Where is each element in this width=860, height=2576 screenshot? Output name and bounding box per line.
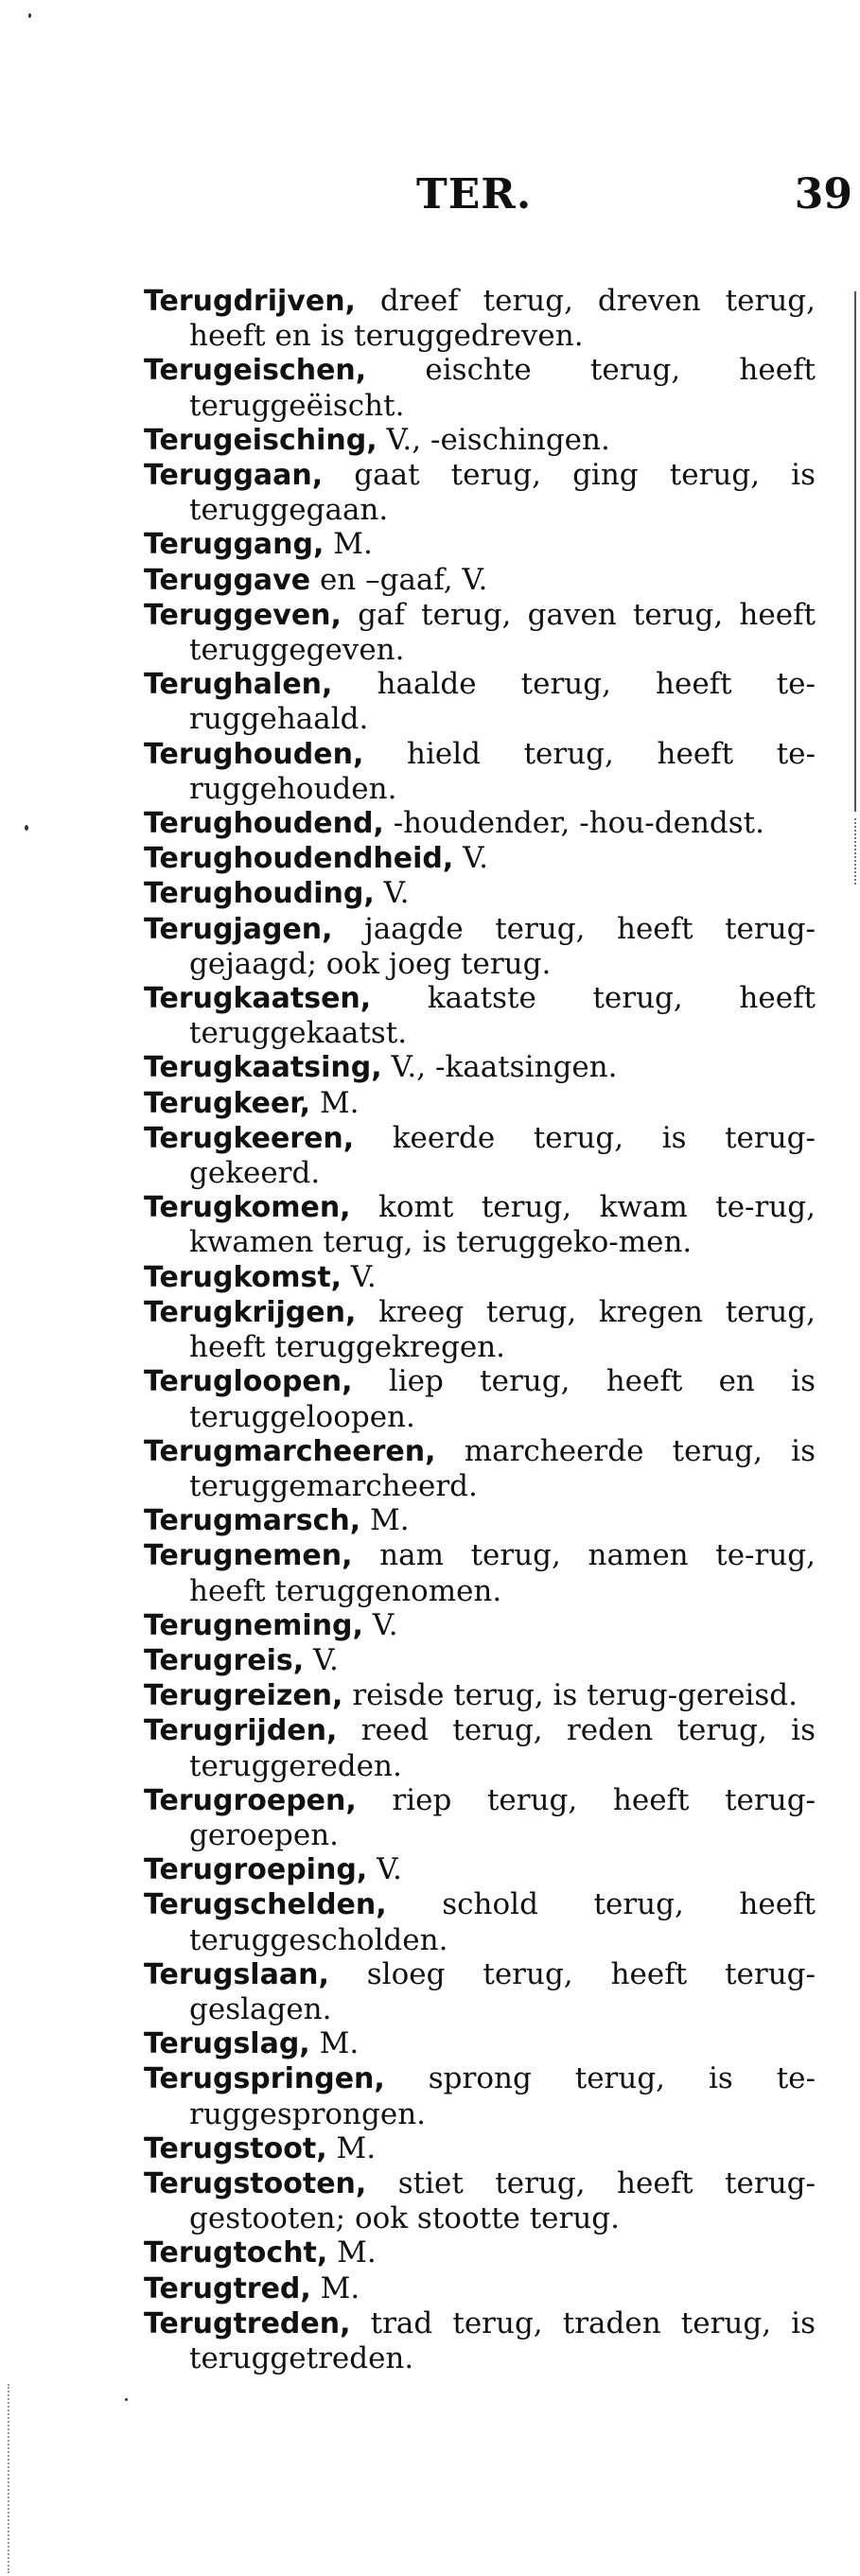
running-head: TER. — [416, 170, 533, 219]
dictionary-entry — [144, 1783, 816, 1852]
entry-text: M. — [336, 2130, 377, 2165]
dictionary-entry — [144, 1050, 816, 1085]
entry-headword: Terugtreden, — [144, 2306, 351, 2340]
entry-headword: Terugeischen, — [144, 354, 367, 388]
entry-text: jaagde terug, heeft terug-gejaagd; ook joeg terug. — [189, 911, 816, 981]
dictionary-entry — [144, 284, 816, 353]
dictionary-entry — [144, 1887, 816, 1956]
page-number: 39 — [794, 170, 852, 219]
entry-headword: Terugkeer, — [144, 1086, 311, 1120]
entry-headword: Terugstooten, — [144, 2166, 367, 2200]
entry-text: sprong terug, is te-ruggesprongen. — [189, 2061, 816, 2131]
dictionary-entry — [144, 912, 816, 981]
entry-headword: Terugdrijven, — [144, 285, 356, 318]
entry-headword: Terugneming, — [144, 1608, 363, 1642]
entry-headword: Teruggave — [144, 563, 311, 597]
entry-text: M. — [319, 2026, 360, 2061]
dictionary-entry — [144, 2235, 816, 2270]
entry-headword: Terughalen, — [144, 668, 333, 702]
dictionary-entry — [144, 667, 816, 736]
entry-text: reisde terug, is terug-gereisd. — [352, 1678, 798, 1713]
entry-text: gaat terug, ging terug, is teruggegaan. — [189, 458, 816, 528]
entry-text: gaf terug, gaven terug, heeft teruggegeven. — [189, 597, 816, 668]
margin-marks — [8, 2384, 15, 2573]
dictionary-entry — [144, 598, 816, 667]
dictionary-entry — [144, 2026, 816, 2061]
entry-text: V., -eischingen. — [386, 422, 610, 457]
entry-text: hield terug, heeft te-ruggehouden. — [189, 736, 816, 806]
entry-text: V. — [313, 1642, 339, 1677]
entry-headword: Terugreis, — [144, 1643, 305, 1677]
entry-headword: Terughouden, — [144, 737, 364, 771]
entry-headword: Terugroeping, — [144, 1853, 368, 1887]
entry-text: M. — [370, 1503, 410, 1538]
entry-headword: Teruggeven, — [144, 598, 342, 632]
entry-text: kreeg terug, kregen terug, heeft teruggekregen. — [189, 1294, 816, 1365]
entry-text: komt terug, kwam te-rug, kwamen terug, is teruggeko-men. — [189, 1190, 816, 1260]
entry-headword: Terugnemen, — [144, 1539, 353, 1573]
dictionary-entry — [144, 1678, 816, 1713]
entry-headword: Terugkomst, — [144, 1260, 342, 1294]
entry-headword: Terugjagen, — [144, 912, 333, 946]
entry-text: M. — [319, 1085, 360, 1120]
entry-text: trad terug, traden terug, is teruggetreden. — [189, 2305, 816, 2375]
scan-speck — [28, 13, 31, 18]
entry-text: schold terug, heeft teruggescholden. — [189, 1887, 816, 1957]
entry-text: sloeg terug, heeft terug-geslagen. — [189, 1956, 816, 2026]
dictionary-entry — [144, 1608, 816, 1643]
dictionary-entry — [144, 1364, 816, 1433]
entry-text: kaatste terug, heeft teruggekaatst. — [189, 981, 816, 1051]
entry-text: M. — [333, 527, 373, 562]
dictionary-entry — [144, 353, 816, 422]
entry-headword: Terughouding, — [144, 877, 375, 911]
dictionary-entry — [144, 737, 816, 806]
entry-headword: Terugkeeren, — [144, 1121, 355, 1155]
entry-text: dreef terug, dreven terug, heeft en is teruggedreven. — [189, 284, 816, 354]
dictionary-entry — [144, 563, 816, 598]
entry-headword: Teruggaan, — [144, 459, 324, 493]
dictionary-entry — [144, 2166, 816, 2235]
entry-headword: Terughoudendheid, — [144, 842, 454, 876]
dictionary-entry — [144, 1260, 816, 1295]
entry-text: riep terug, heeft terug-geroepen. — [189, 1782, 816, 1852]
dictionary-entry — [144, 1295, 816, 1364]
entry-headword: Terugtred, — [144, 2271, 311, 2305]
dictionary-entry — [144, 2306, 816, 2375]
dictionary-entry — [144, 981, 816, 1050]
dictionary-entry — [144, 1538, 816, 1607]
entry-text: haalde terug, heeft te-ruggehaald. — [189, 667, 816, 737]
dictionary-entry — [144, 1713, 816, 1782]
entry-text: V. — [463, 841, 488, 876]
dictionary-entry — [144, 2061, 816, 2130]
entry-headword: Terugspringen, — [144, 2062, 385, 2096]
entry-text: nam terug, namen te-rug, heeft teruggenomen. — [189, 1538, 816, 1608]
entry-text: M. — [320, 2270, 360, 2305]
entry-text: V. — [350, 1259, 377, 1294]
entry-text: -houdender, -hou-dendst. — [393, 806, 764, 841]
entry-headword: Terugrijden, — [144, 1714, 338, 1748]
entry-headword: Terugkaatsing, — [144, 1051, 382, 1085]
dictionary-entry — [144, 1434, 816, 1503]
entry-headword: Terugreizen, — [144, 1679, 343, 1713]
entry-text: en –gaaf, V. — [319, 562, 488, 597]
entry-headword: Terugslaan, — [144, 1957, 329, 1991]
dictionary-entry — [144, 1190, 816, 1259]
entry-headword: Terugloopen, — [144, 1365, 353, 1399]
entry-headword: Terugslag, — [144, 2027, 310, 2061]
entry-text: liep terug, heeft en is teruggeloopen. — [189, 1364, 816, 1434]
entry-headword: Terugmarcheeren, — [144, 1434, 436, 1468]
entry-text: V. — [372, 1607, 398, 1642]
entry-text: eischte terug, heeft teruggeëischt. — [189, 353, 816, 423]
entry-headword: Teruggang, — [144, 528, 325, 562]
dictionary-entry — [144, 2271, 816, 2306]
dictionary-entry — [144, 876, 816, 911]
entry-headword: Terugtocht, — [144, 2236, 328, 2270]
entry-list — [144, 284, 816, 2375]
column-rule-dotted — [854, 818, 856, 885]
dictionary-entry — [144, 2131, 816, 2166]
dictionary-entry — [144, 1643, 816, 1678]
entry-headword: Terugschelden, — [144, 1888, 387, 1922]
entry-text: marcheerde terug, is teruggemarcheerd. — [189, 1433, 816, 1503]
column-rule — [854, 291, 856, 812]
entry-text: stiet terug, heeft terug-gestooten; ook stootte terug. — [189, 2165, 816, 2236]
dictionary-entry — [144, 1086, 816, 1121]
entry-text: V. — [377, 1852, 402, 1887]
dictionary-entry — [144, 806, 816, 841]
entry-headword: Terugeisching, — [144, 423, 377, 457]
entry-headword: Terugkomen, — [144, 1191, 351, 1225]
scan-speck — [25, 825, 28, 831]
dictionary-entry — [144, 1957, 816, 2026]
dictionary-entry — [144, 1121, 816, 1190]
entry-text: M. — [337, 2235, 377, 2270]
entry-text: reed terug, reden terug, is teruggereden. — [189, 1713, 816, 1783]
entry-text: V., -kaatsingen. — [391, 1050, 618, 1085]
entry-text: V. — [383, 876, 410, 911]
entry-headword: Terugstoot, — [144, 2131, 327, 2165]
scan-speck — [125, 2398, 128, 2401]
entry-headword: Terugkrijgen, — [144, 1295, 357, 1329]
entry-headword: Terugmarsch, — [144, 1504, 361, 1538]
dictionary-entry — [144, 458, 816, 527]
entry-headword: Terugroepen, — [144, 1783, 357, 1817]
dictionary-entry — [144, 527, 816, 562]
entry-text: keerde terug, is terug-gekeerd. — [189, 1120, 816, 1191]
dictionary-entry — [144, 841, 816, 876]
page-header — [0, 170, 860, 227]
entry-headword: Terughoudend, — [144, 807, 384, 841]
dictionary-entry — [144, 1503, 816, 1538]
dictionary-entry — [144, 423, 816, 458]
dictionary-entry — [144, 1852, 816, 1887]
entry-headword: Terugkaatsen, — [144, 982, 372, 1016]
